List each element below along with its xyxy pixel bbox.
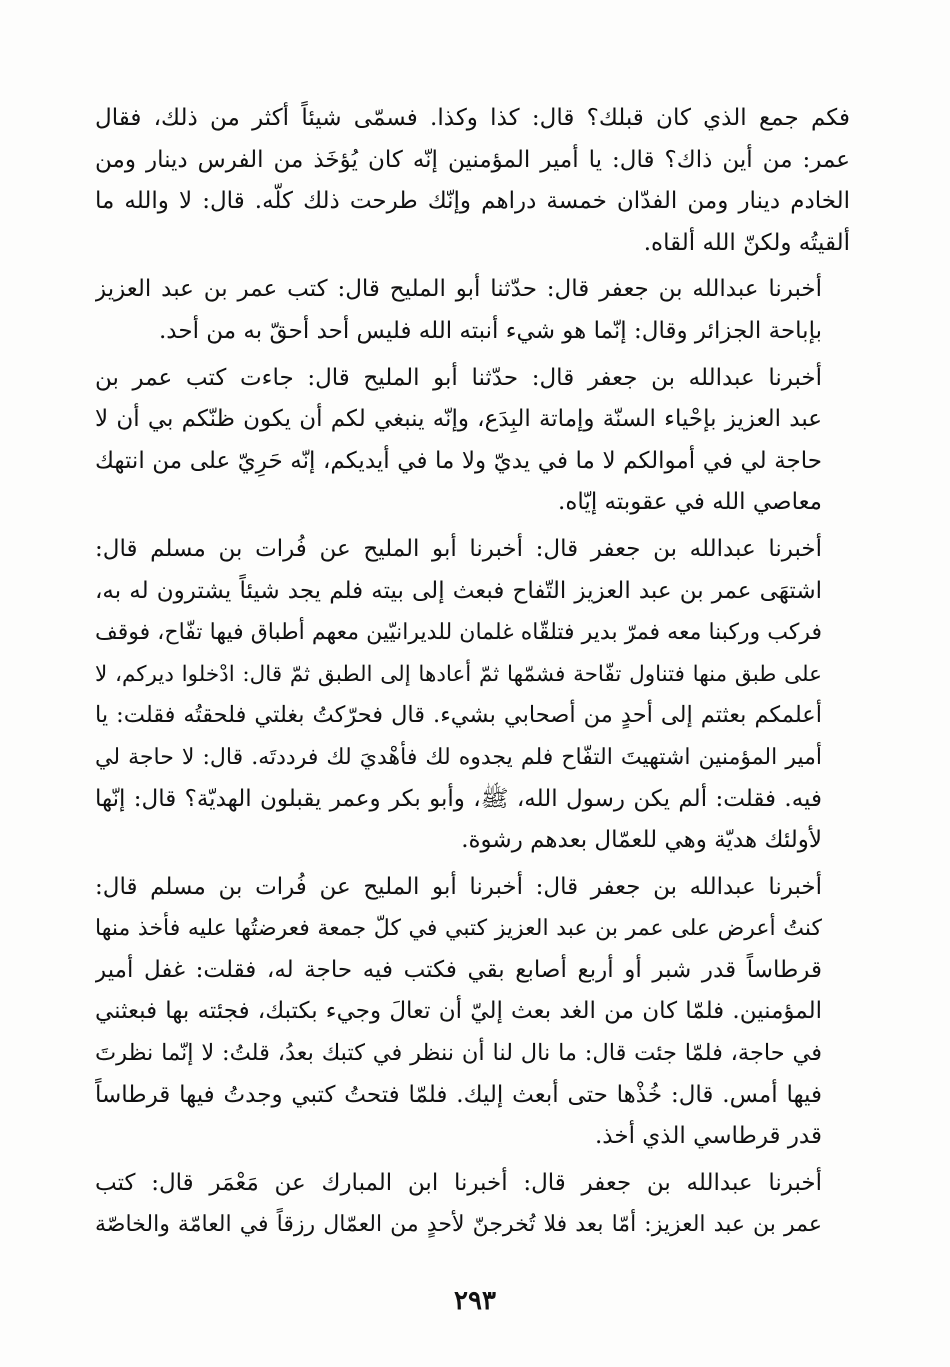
paragraph-6 [95,1163,850,1246]
paragraph-line: معاصي الله في عقوبته إيّاه. [558,489,822,516]
paragraph-1 [95,98,850,264]
paragraph-line: فركب وركبنا معه فمرّ بدير فتلقّاه غلمان للديرانيّين معهم أطباق فيها تفّاح، فوقف [95,620,822,646]
paragraph-line: أخبرنا عبدالله بن جعفر قال: أخبرنا ابن المبارك عن مَعْمَر قال: كتب [95,1169,822,1196]
paragraph-line: أخبرنا عبدالله بن جعفر قال: حدّثنا أبو المليح قال: كتب عمر بن عبد العزيز [95,276,822,303]
paragraph-line: حاجة لي في أموالكم لا ما في يديّ ولا ما في أيديكم، إنّه حَرِيّ على من انتهك [95,447,822,474]
paragraph-line: الخادم دينار ومن الفدّان خمسة دراهم وإنّك طرحت ذلك كلّه. قال: لا والله ما [95,188,850,215]
paragraph-line: ألقيتُه ولكنّ الله ألقاه. [643,229,850,256]
paragraph-2 [95,269,850,352]
paragraph-5 [95,867,850,1158]
paragraph-line: أخبرنا عبدالله بن جعفر قال: حدّثنا أبو المليح قال: جاءت كتب عمر بن [95,364,822,391]
paragraph-line: قرطاساً قدر شبر أو أربع أصابع بقي فكتب فيه حاجة له، فقلت: غفل أمير [95,956,822,983]
paragraph-line: على طبق منها فتناول تفّاحة فشمّها ثمّ أعادها إلى الطبق ثمّ قال: ادْخلوا ديركم، لا [95,661,822,687]
paragraph-line: فيه. فقلت: ألم يكن رسول الله، ﷺ، وأبو بكر وعمر يقبلون الهديّة؟ قال: إنّها [95,785,822,812]
paragraph-line: أعلمكم بعثتم إلى أحدٍ من أصحابي بشيء. قال فحرّكتُ بغلتي فلحقتُه فقلت: يا [95,702,822,729]
paragraph-line: المؤمنين. فلمّا كان من الغد بعث إليّ أن تعالَ وجيء بكتبك، فجئته بها فبعثني [95,998,822,1025]
paragraph-line: في حاجة، فلمّا جئت قال: ما نال لنا أن ننظر في كتبك بعدُ، قلتُ: لا إنّما نظرتَ [95,1040,822,1067]
paragraph-line: أخبرنا عبدالله بن جعفر قال: أخبرنا أبو المليح عن فُرات بن مسلم قال: [95,873,822,900]
paragraph-line: اشتهَى عمر بن عبد العزيز التّفاح فبعث إلى بيته فلم يجد شيئاً يشترون له به، [95,577,822,604]
paragraph-line: قدر قرطاسي الذي أخذ. [594,1123,822,1150]
paragraph-3 [95,358,850,524]
page-number: ٢٩٣ [454,1286,496,1316]
body-text [95,98,850,1251]
paragraph-line: كنتُ أعرض على عمر بن عبد العزيز كتبي في كلّ جمعة فعرضتُها عليه فأخذ منها [95,916,822,942]
paragraph-line: لأولئك هديّة وهي للعمّال بعدهم رشوة. [461,827,822,854]
paragraph-4 [95,529,850,862]
paragraph-line: فيها أمس. قال: خُذْها حتى أبعث إليك. فلمّا فتحتُ كتبي وجدتُ فيها قرطاساً [95,1081,822,1108]
paragraph-line: فكم جمع الذي كان قبلك؟ قال: كذا وكذا. فسمّى شيئاً أكثر من ذلك، فقال [95,105,850,131]
paragraph-line: عمر بن عبد العزيز: أمّا بعد فلا تُخرجنّ لأحدٍ من العمّال رزقاً في العامّة والخاصّة [95,1212,822,1238]
paragraph-line: أمير المؤمنين اشتهيتَ التفّاح فلم يجدوه لك فأهْديَ لك فرددتَه. قال: لا حاجة لي [95,744,822,770]
paragraph-line: عمر: من أين ذاك؟ قال: يا أمير المؤمنين إنّه كان يُؤخَذ من الفرس دينار ومن [95,146,850,173]
paragraph-line: بإباحة الجزائر وقال: إنّما هو شيء أنبته الله فليس أحد أحقّ به من أحد. [158,317,822,344]
paragraph-line: أخبرنا عبدالله بن جعفر قال: أخبرنا أبو المليح عن فُرات بن مسلم قال: [95,535,822,562]
paragraph-line: عبد العزيز بإحْياء السنّة وإماتة البِدَع، وإنّه ينبغي لكم أن يكون ظنّكم بي أن لا [95,406,822,433]
